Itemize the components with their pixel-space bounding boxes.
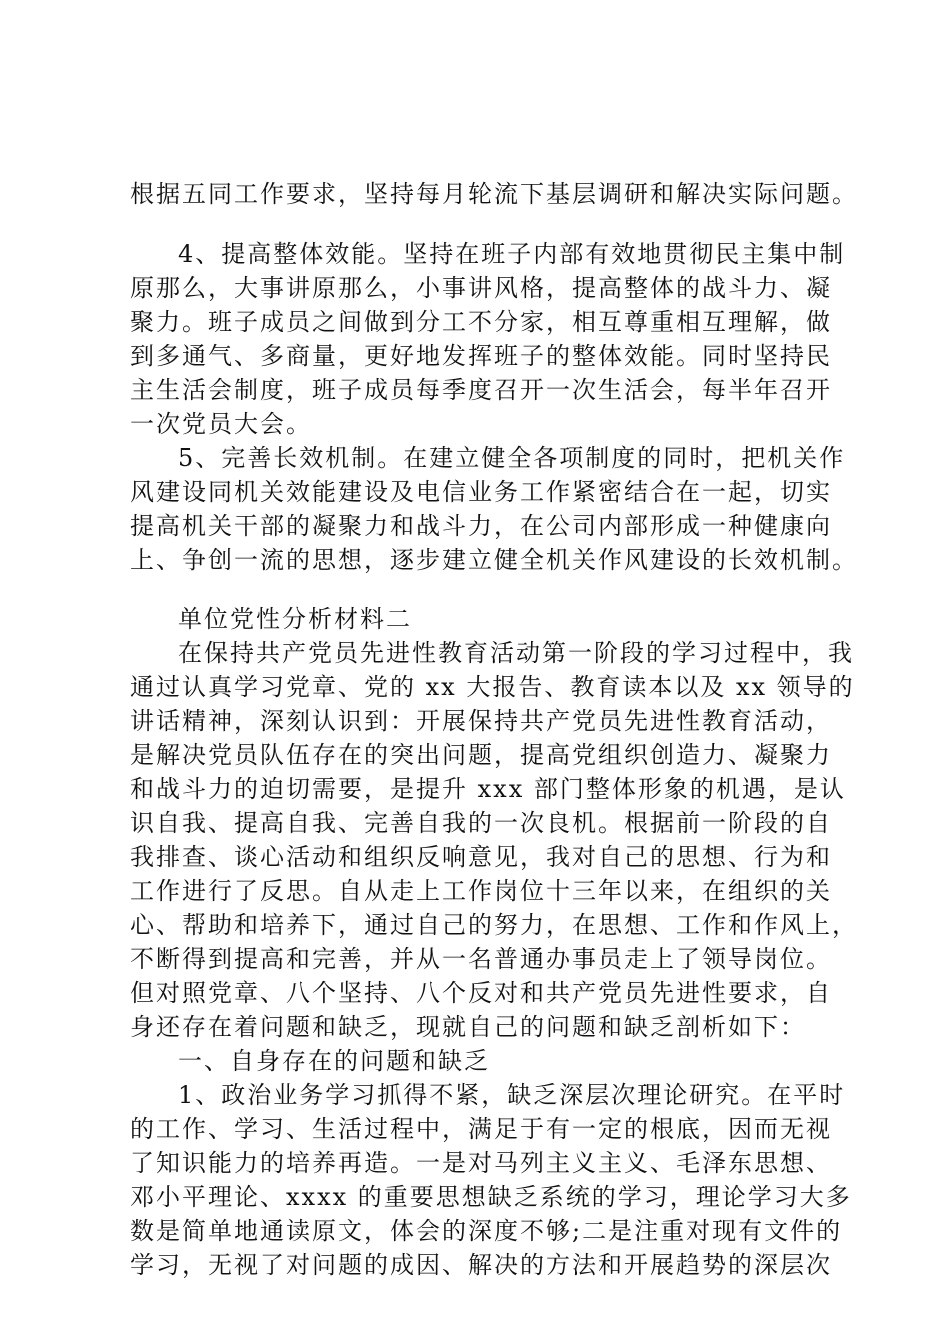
text-line: 邓小平理论、xxxx 的重要思想缺乏系统的学习，理论学习大多 xyxy=(130,1183,852,1211)
text-line: 的工作、学习、生活过程中，满足于有一定的根底，因而无视 xyxy=(130,1115,832,1143)
text-line: 不断得到提高和完善，并从一名普通办事员走上了领导岗位。 xyxy=(130,945,832,973)
text-line: 通过认真学习党章、党的 xx 大报告、教育读本以及 xx 领导的 xyxy=(130,673,855,701)
text-line: 在保持共产党员先进性教育活动第一阶段的学习过程中，我 xyxy=(178,639,854,667)
subsection-heading: 一、自身存在的问题和缺乏 xyxy=(178,1047,490,1075)
text-line: 数是简单地通读原文，体会的深度不够;二是注重对现有文件的 xyxy=(130,1217,843,1245)
text-line: 聚力。班子成员之间做到分工不分家，相互尊重相互理解，做 xyxy=(130,308,832,336)
text-line: 主生活会制度，班子成员每季度召开一次生活会，每半年召开 xyxy=(130,376,832,404)
text-line: 4、提高整体效能。坚持在班子内部有效地贯彻民主集中制 xyxy=(178,240,846,268)
text-line: 身还存在着问题和缺乏，现就自己的问题和缺乏剖析如下： xyxy=(130,1013,806,1041)
text-line: 我排查、谈心活动和组织反响意见，我对自己的思想、行为和 xyxy=(130,843,832,871)
text-line: 了知识能力的培养再造。一是对马列主义主义、毛泽东思想、 xyxy=(130,1149,832,1177)
text-line: 和战斗力的迫切需要，是提升 xxx 部门整体形象的机遇，是认 xyxy=(130,775,846,803)
text-line: 5、完善长效机制。在建立健全各项制度的同时，把机关作 xyxy=(178,444,846,472)
text-line: 一次党员大会。 xyxy=(130,410,312,438)
text-line: 1、政治业务学习抓得不紧，缺乏深层次理论研究。在平时 xyxy=(178,1081,846,1109)
text-line: 心、帮助和培养下，通过自己的努力，在思想、工作和作风上， xyxy=(130,911,858,939)
text-line: 到多通气、多商量，更好地发挥班子的整体效能。同时坚持民 xyxy=(130,342,832,370)
text-line: 是解决党员队伍存在的突出问题，提高党组织创造力、凝聚力 xyxy=(130,741,832,769)
text-line: 上、争创一流的思想，逐步建立健全机关作风建设的长效机制。 xyxy=(130,546,858,574)
text-line: 讲话精神，深刻认识到：开展保持共产党员先进性教育活动， xyxy=(130,707,832,735)
text-line: 根据五同工作要求，坚持每月轮流下基层调研和解决实际问题。 xyxy=(130,180,858,208)
text-line: 风建设同机关效能建设及电信业务工作紧密结合在一起，切实 xyxy=(130,478,832,506)
text-line: 工作进行了反思。自从走上工作岗位十三年以来，在组织的关 xyxy=(130,877,832,905)
text-line: 识自我、提高自我、完善自我的一次良机。根据前一阶段的自 xyxy=(130,809,832,837)
text-line: 学习，无视了对问题的成因、解决的方法和开展趋势的深层次 xyxy=(130,1251,832,1279)
text-line: 原那么，大事讲原那么，小事讲风格，提高整体的战斗力、凝 xyxy=(130,274,832,302)
text-line: 提高机关干部的凝聚力和战斗力，在公司内部形成一种健康向 xyxy=(130,512,832,540)
section-title: 单位党性分析材料二 xyxy=(178,605,412,633)
text-line: 但对照党章、八个坚持、八个反对和共产党员先进性要求，自 xyxy=(130,979,832,1007)
